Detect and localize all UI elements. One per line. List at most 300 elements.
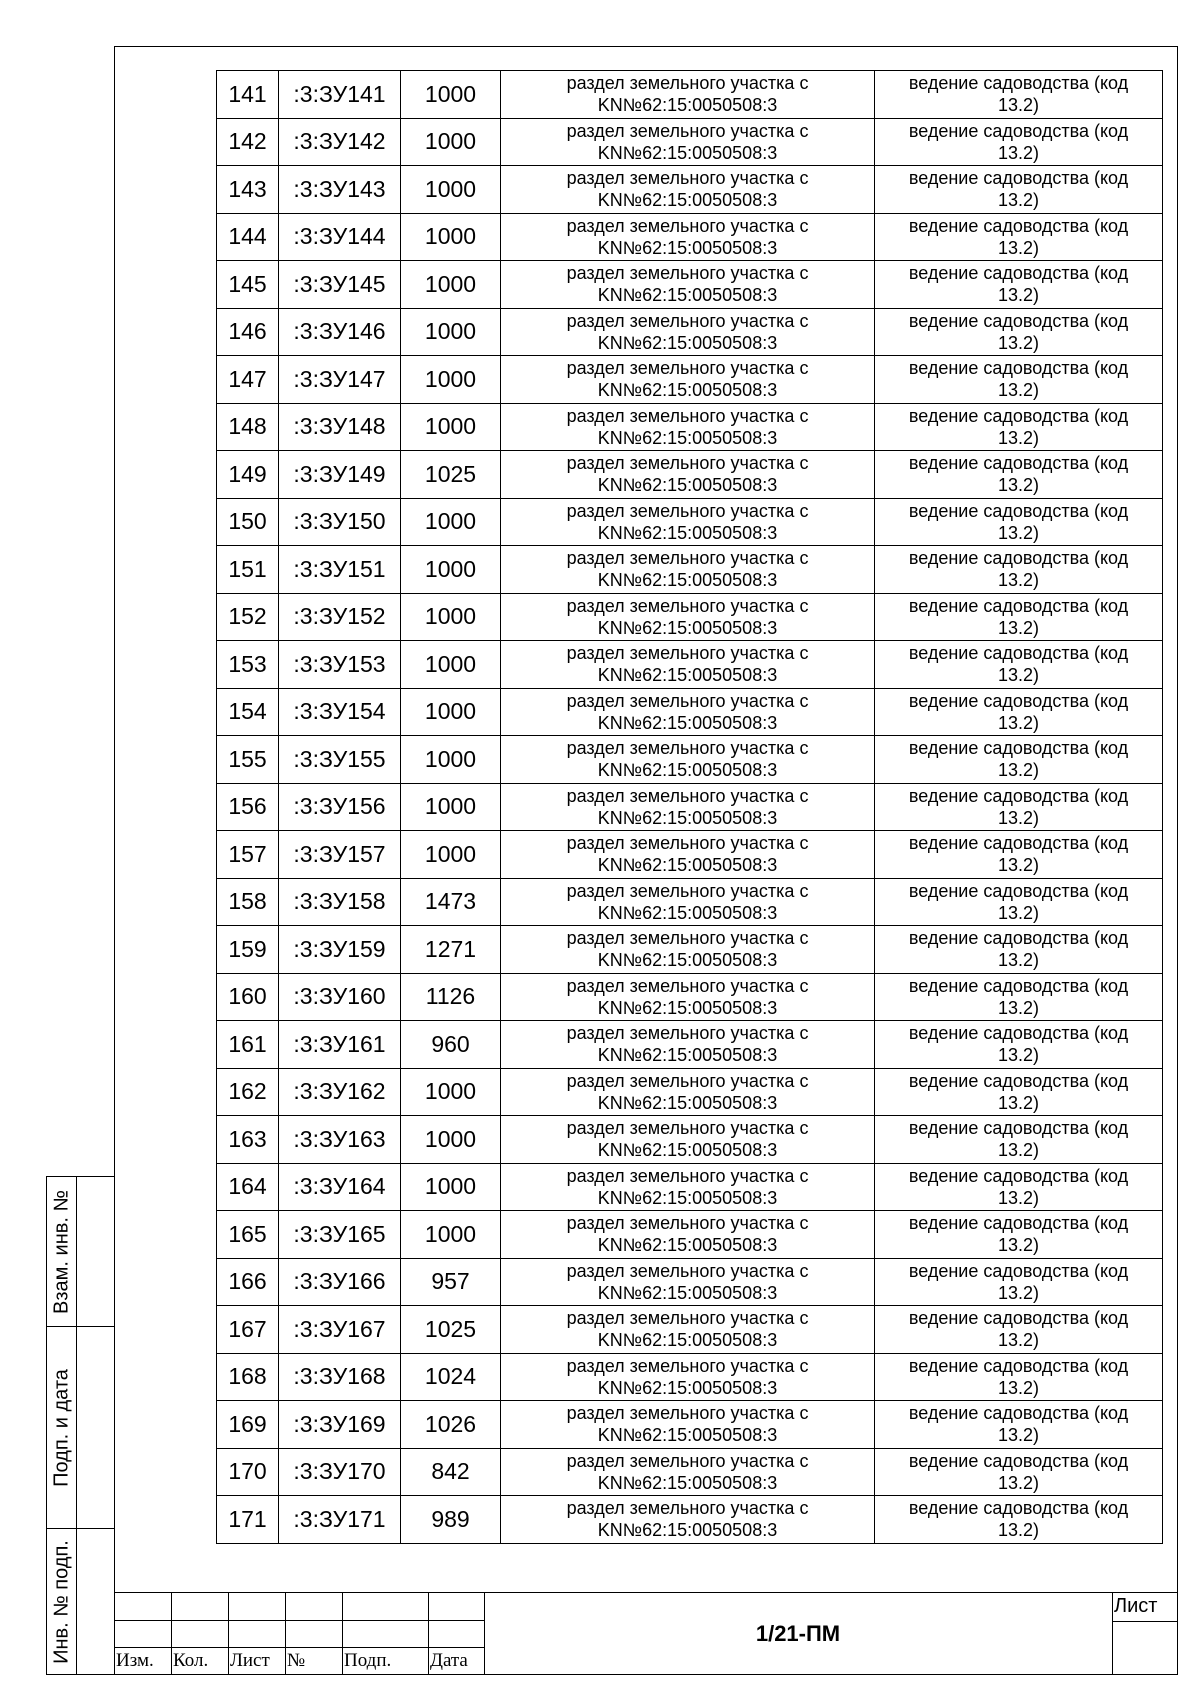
- plot-area: 1026: [401, 1401, 501, 1449]
- plot-description-line: раздел земельного участка с: [566, 1260, 809, 1281]
- plot-area: 1025: [401, 1306, 501, 1354]
- plot-description-line: раздел земельного участка с: [566, 738, 809, 759]
- plot-description-line: раздел земельного участка с: [566, 358, 809, 379]
- table-row: [217, 641, 1163, 689]
- plot-use: [875, 641, 1163, 689]
- plot-use-line: 13.2): [997, 1330, 1040, 1351]
- plot-use: [875, 973, 1163, 1021]
- plot-description-line: KN№62:15:0050508:3: [597, 142, 778, 163]
- plot-description-line: KN№62:15:0050508:3: [597, 1472, 778, 1493]
- plot-description-line: раздел земельного участка с: [566, 1070, 809, 1091]
- side-field-podp: [46, 1327, 114, 1529]
- plot-description-line: KN№62:15:0050508:3: [597, 1377, 778, 1398]
- plot-use: [875, 356, 1163, 404]
- plot-area: 1000: [401, 831, 501, 879]
- plot-use-line: ведение садоводства (код: [908, 1070, 1129, 1091]
- table-row: [217, 166, 1163, 214]
- plot-description-line: раздел земельного участка с: [566, 928, 809, 949]
- plot-description: [501, 1021, 875, 1069]
- plot-description-line: KN№62:15:0050508:3: [597, 332, 778, 353]
- plot-area: 1000: [401, 688, 501, 736]
- plot-use: [875, 1163, 1163, 1211]
- plot-use-line: 13.2): [997, 570, 1040, 591]
- table-row: [217, 71, 1163, 119]
- plot-description-line: KN№62:15:0050508:3: [597, 1235, 778, 1256]
- plot-id: :3:ЗУ171: [279, 1496, 401, 1544]
- plot-use-line: ведение садоводства (код: [908, 1260, 1129, 1281]
- plot-id: :3:ЗУ150: [279, 498, 401, 546]
- plot-description-line: KN№62:15:0050508:3: [597, 1140, 778, 1161]
- plot-area: 1000: [401, 546, 501, 594]
- plot-description-line: KN№62:15:0050508:3: [597, 380, 778, 401]
- plot-id: :3:ЗУ168: [279, 1353, 401, 1401]
- plot-use-line: 13.2): [997, 617, 1040, 638]
- plot-use: [875, 1068, 1163, 1116]
- plot-use-line: ведение садоводства (код: [908, 690, 1129, 711]
- plot-use: [875, 593, 1163, 641]
- table-row: [217, 118, 1163, 166]
- plot-use: [875, 71, 1163, 119]
- row-number: 152: [217, 593, 279, 641]
- table-row: [217, 783, 1163, 831]
- table-row: [217, 736, 1163, 784]
- plot-id: :3:ЗУ167: [279, 1306, 401, 1354]
- table-row: [217, 926, 1163, 974]
- plot-area: 1000: [401, 213, 501, 261]
- row-number: 158: [217, 878, 279, 926]
- plot-use-line: ведение садоводства (код: [908, 1118, 1129, 1139]
- plot-use-line: ведение садоводства (код: [908, 1308, 1129, 1329]
- plot-description-line: раздел земельного участка с: [566, 833, 809, 854]
- plot-use: [875, 736, 1163, 784]
- plot-use-line: ведение садоводства (код: [908, 168, 1129, 189]
- plot-description-line: раздел земельного участка с: [566, 1308, 809, 1329]
- plot-id: :3:ЗУ149: [279, 451, 401, 499]
- plot-area: 1000: [401, 71, 501, 119]
- plot-use: [875, 1353, 1163, 1401]
- plot-use-line: ведение садоводства (код: [908, 785, 1129, 806]
- row-number: 168: [217, 1353, 279, 1401]
- plot-use-line: ведение садоводства (код: [908, 310, 1129, 331]
- plot-use-line: ведение садоводства (код: [908, 595, 1129, 616]
- plot-description-line: KN№62:15:0050508:3: [597, 1092, 778, 1113]
- row-number: 143: [217, 166, 279, 214]
- plot-area: 1000: [401, 1116, 501, 1164]
- plot-description-line: KN№62:15:0050508:3: [597, 285, 778, 306]
- plot-description: [501, 1496, 875, 1544]
- plot-use-line: 13.2): [997, 1425, 1040, 1446]
- plot-use-line: 13.2): [997, 1140, 1040, 1161]
- plot-id: :3:ЗУ164: [279, 1163, 401, 1211]
- plot-area: 1000: [401, 118, 501, 166]
- tb-list: Лист: [230, 1650, 270, 1671]
- plot-description: [501, 451, 875, 499]
- plot-use-line: ведение садоводства (код: [908, 500, 1129, 521]
- plot-description-line: KN№62:15:0050508:3: [597, 902, 778, 923]
- plot-description-line: KN№62:15:0050508:3: [597, 190, 778, 211]
- plot-id: :3:ЗУ169: [279, 1401, 401, 1449]
- title-block: [114, 1592, 1178, 1675]
- plot-description: [501, 166, 875, 214]
- row-number: 146: [217, 308, 279, 356]
- plot-use-line: 13.2): [997, 807, 1040, 828]
- plot-description: [501, 71, 875, 119]
- plot-use: [875, 783, 1163, 831]
- plot-description-line: KN№62:15:0050508:3: [597, 950, 778, 971]
- plot-description-line: KN№62:15:0050508:3: [597, 617, 778, 638]
- plot-use-line: 13.2): [997, 332, 1040, 353]
- plot-area: 1000: [401, 403, 501, 451]
- plot-id: :3:ЗУ163: [279, 1116, 401, 1164]
- plot-description: [501, 878, 875, 926]
- plot-use-line: 13.2): [997, 1377, 1040, 1398]
- plot-use-line: ведение садоводства (код: [908, 1023, 1129, 1044]
- plot-description-line: раздел земельного участка с: [566, 168, 809, 189]
- plot-description-line: раздел земельного участка с: [566, 215, 809, 236]
- plot-description-line: раздел земельного участка с: [566, 975, 809, 996]
- side-label-inv: Инв. № подп.: [50, 1539, 72, 1664]
- row-number: 166: [217, 1258, 279, 1306]
- plot-use: [875, 688, 1163, 736]
- table-row: [217, 1496, 1163, 1544]
- plot-use-line: 13.2): [997, 997, 1040, 1018]
- plot-use-line: ведение садоводства (код: [908, 643, 1129, 664]
- plot-description-line: раздел земельного участка с: [566, 1165, 809, 1186]
- plot-area: 1000: [401, 593, 501, 641]
- plot-area: 1025: [401, 451, 501, 499]
- plot-use-line: ведение садоводства (код: [908, 405, 1129, 426]
- table-row: [217, 1353, 1163, 1401]
- table-row: [217, 878, 1163, 926]
- plot-use-line: 13.2): [997, 1520, 1040, 1541]
- plot-id: :3:ЗУ157: [279, 831, 401, 879]
- plot-use-line: 13.2): [997, 855, 1040, 876]
- plot-description-line: раздел земельного участка с: [566, 548, 809, 569]
- table-row: [217, 498, 1163, 546]
- plot-description: [501, 736, 875, 784]
- plot-area: 1000: [401, 783, 501, 831]
- row-number: 145: [217, 261, 279, 309]
- plot-area: 1000: [401, 1211, 501, 1259]
- plot-description: [501, 831, 875, 879]
- plot-use-line: 13.2): [997, 665, 1040, 686]
- row-number: 171: [217, 1496, 279, 1544]
- plot-use-line: ведение садоводства (код: [908, 358, 1129, 379]
- row-number: 167: [217, 1306, 279, 1354]
- plot-description-line: раздел земельного участка с: [566, 1355, 809, 1376]
- plot-description-line: раздел земельного участка с: [566, 263, 809, 284]
- plot-description-line: раздел земельного участка с: [566, 73, 809, 94]
- plot-use-line: 13.2): [997, 1282, 1040, 1303]
- plot-area: 1000: [401, 308, 501, 356]
- table-row: [217, 1448, 1163, 1496]
- plot-area: 989: [401, 1496, 501, 1544]
- plot-use-line: 13.2): [997, 95, 1040, 116]
- tb-izm: Изм.: [116, 1650, 154, 1671]
- plot-use-line: 13.2): [997, 522, 1040, 543]
- row-number: 155: [217, 736, 279, 784]
- row-number: 144: [217, 213, 279, 261]
- table-row: [217, 831, 1163, 879]
- plot-description: [501, 593, 875, 641]
- plot-description-line: раздел земельного участка с: [566, 880, 809, 901]
- row-number: 149: [217, 451, 279, 499]
- plot-description-line: KN№62:15:0050508:3: [597, 1425, 778, 1446]
- plot-description-line: раздел земельного участка с: [566, 1403, 809, 1424]
- plot-description: [501, 783, 875, 831]
- plot-use-line: 13.2): [997, 1045, 1040, 1066]
- row-number: 170: [217, 1448, 279, 1496]
- table-row: [217, 593, 1163, 641]
- plot-id: :3:ЗУ143: [279, 166, 401, 214]
- plot-description-line: KN№62:15:0050508:3: [597, 665, 778, 686]
- plot-use: [875, 1116, 1163, 1164]
- plot-use-line: 13.2): [997, 427, 1040, 448]
- row-number: 165: [217, 1211, 279, 1259]
- plot-description-line: раздел земельного участка с: [566, 310, 809, 331]
- plot-use-line: ведение садоводства (код: [908, 548, 1129, 569]
- table-row: [217, 1211, 1163, 1259]
- plot-use-line: 13.2): [997, 950, 1040, 971]
- plot-description-line: раздел земельного участка с: [566, 785, 809, 806]
- table-row: [217, 213, 1163, 261]
- plot-use: [875, 1448, 1163, 1496]
- plot-description-line: KN№62:15:0050508:3: [597, 570, 778, 591]
- plot-description-line: KN№62:15:0050508:3: [597, 997, 778, 1018]
- row-number: 151: [217, 546, 279, 594]
- plot-description-line: раздел земельного участка с: [566, 690, 809, 711]
- table-row: [217, 1163, 1163, 1211]
- tb-podp: Подп.: [344, 1650, 392, 1671]
- row-number: 164: [217, 1163, 279, 1211]
- plot-use-line: ведение садоводства (код: [908, 1213, 1129, 1234]
- plot-use: [875, 1211, 1163, 1259]
- plot-use: [875, 166, 1163, 214]
- plot-area: 1000: [401, 736, 501, 784]
- plot-use-line: ведение садоводства (код: [908, 1403, 1129, 1424]
- plot-use: [875, 1258, 1163, 1306]
- plot-description-line: раздел земельного участка с: [566, 643, 809, 664]
- plot-description-line: KN№62:15:0050508:3: [597, 1187, 778, 1208]
- plot-use-line: 13.2): [997, 760, 1040, 781]
- row-number: 157: [217, 831, 279, 879]
- plot-id: :3:ЗУ146: [279, 308, 401, 356]
- plot-description: [501, 973, 875, 1021]
- plot-id: :3:ЗУ162: [279, 1068, 401, 1116]
- plot-description: [501, 1163, 875, 1211]
- plot-use: [875, 118, 1163, 166]
- plot-use: [875, 213, 1163, 261]
- plot-area: 1000: [401, 356, 501, 404]
- plot-description-line: раздел земельного участка с: [566, 1498, 809, 1519]
- plot-description: [501, 546, 875, 594]
- row-number: 162: [217, 1068, 279, 1116]
- plot-use-line: 13.2): [997, 285, 1040, 306]
- plot-use: [875, 1401, 1163, 1449]
- plot-use-line: ведение садоводства (код: [908, 73, 1129, 94]
- plot-area: 1000: [401, 166, 501, 214]
- plot-id: :3:ЗУ155: [279, 736, 401, 784]
- plot-description: [501, 641, 875, 689]
- table-row: [217, 688, 1163, 736]
- plot-use-line: 13.2): [997, 380, 1040, 401]
- plot-description: [501, 1068, 875, 1116]
- side-field-vzam: [46, 1176, 114, 1327]
- plot-description-line: KN№62:15:0050508:3: [597, 855, 778, 876]
- table-row: [217, 1068, 1163, 1116]
- plot-use-line: 13.2): [997, 1187, 1040, 1208]
- plot-description-line: KN№62:15:0050508:3: [597, 1282, 778, 1303]
- plot-description-line: KN№62:15:0050508:3: [597, 712, 778, 733]
- plot-description-line: KN№62:15:0050508:3: [597, 475, 778, 496]
- table-row: [217, 261, 1163, 309]
- plot-description: [501, 308, 875, 356]
- plot-description: [501, 261, 875, 309]
- plot-use-line: ведение садоводства (код: [908, 1450, 1129, 1471]
- plot-description: [501, 1116, 875, 1164]
- plot-use-line: ведение садоводства (код: [908, 928, 1129, 949]
- plot-use: [875, 308, 1163, 356]
- plot-description-line: раздел земельного участка с: [566, 1213, 809, 1234]
- table-row: [217, 403, 1163, 451]
- plot-description-line: раздел земельного участка с: [566, 453, 809, 474]
- row-number: 159: [217, 926, 279, 974]
- plot-area: 957: [401, 1258, 501, 1306]
- plot-description: [501, 213, 875, 261]
- plot-id: :3:ЗУ154: [279, 688, 401, 736]
- row-number: 147: [217, 356, 279, 404]
- plot-id: :3:ЗУ165: [279, 1211, 401, 1259]
- tb-sheet-label: Лист: [1114, 1595, 1158, 1617]
- plot-use: [875, 451, 1163, 499]
- tb-kol: Кол.: [173, 1650, 209, 1671]
- plot-id: :3:ЗУ141: [279, 71, 401, 119]
- land-plots-table: [216, 70, 1163, 1544]
- plot-description: [501, 688, 875, 736]
- plot-use: [875, 878, 1163, 926]
- plot-description-line: раздел земельного участка с: [566, 595, 809, 616]
- plot-use-line: ведение садоводства (код: [908, 833, 1129, 854]
- tb-num: №: [287, 1650, 306, 1671]
- plot-use-line: ведение садоводства (код: [908, 215, 1129, 236]
- plot-use: [875, 1496, 1163, 1544]
- plot-use-line: 13.2): [997, 475, 1040, 496]
- plot-area: 1473: [401, 878, 501, 926]
- plot-use-line: 13.2): [997, 1235, 1040, 1256]
- plot-id: :3:ЗУ145: [279, 261, 401, 309]
- plot-area: 960: [401, 1021, 501, 1069]
- plot-id: :3:ЗУ158: [279, 878, 401, 926]
- plot-description: [501, 1258, 875, 1306]
- plot-use-line: ведение садоводства (код: [908, 120, 1129, 141]
- plot-use-line: ведение садоводства (код: [908, 880, 1129, 901]
- plot-description-line: KN№62:15:0050508:3: [597, 1330, 778, 1351]
- row-number: 154: [217, 688, 279, 736]
- plot-description-line: раздел земельного участка с: [566, 500, 809, 521]
- plot-use-line: ведение садоводства (код: [908, 1498, 1129, 1519]
- plot-description-line: раздел земельного участка с: [566, 120, 809, 141]
- table-row: [217, 1258, 1163, 1306]
- plot-id: :3:ЗУ156: [279, 783, 401, 831]
- row-number: 150: [217, 498, 279, 546]
- plot-use-line: 13.2): [997, 1472, 1040, 1493]
- table-row: [217, 1401, 1163, 1449]
- plot-id: :3:ЗУ161: [279, 1021, 401, 1069]
- plot-description: [501, 1211, 875, 1259]
- table-row: [217, 1116, 1163, 1164]
- plot-description-line: KN№62:15:0050508:3: [597, 237, 778, 258]
- plot-id: :3:ЗУ170: [279, 1448, 401, 1496]
- plot-use-line: ведение садоводства (код: [908, 738, 1129, 759]
- table-row: [217, 546, 1163, 594]
- plot-description: [501, 1448, 875, 1496]
- table-row: [217, 973, 1163, 1021]
- plot-id: :3:ЗУ152: [279, 593, 401, 641]
- plot-description: [501, 926, 875, 974]
- row-number: 141: [217, 71, 279, 119]
- plot-use: [875, 926, 1163, 974]
- row-number: 148: [217, 403, 279, 451]
- plot-use-line: ведение садоводства (код: [908, 1355, 1129, 1376]
- plot-description-line: раздел земельного участка с: [566, 405, 809, 426]
- plot-use-line: 13.2): [997, 142, 1040, 163]
- plot-description-line: KN№62:15:0050508:3: [597, 760, 778, 781]
- plot-use: [875, 498, 1163, 546]
- plot-description: [501, 498, 875, 546]
- row-number: 142: [217, 118, 279, 166]
- plot-use-line: ведение садоводства (код: [908, 1165, 1129, 1186]
- plot-id: :3:ЗУ144: [279, 213, 401, 261]
- side-label-vzam: Взам. инв. №: [50, 1189, 72, 1314]
- row-number: 161: [217, 1021, 279, 1069]
- plot-use: [875, 546, 1163, 594]
- plot-id: :3:ЗУ160: [279, 973, 401, 1021]
- plot-id: :3:ЗУ159: [279, 926, 401, 974]
- plot-area: 1024: [401, 1353, 501, 1401]
- plot-use-line: 13.2): [997, 1092, 1040, 1113]
- plot-description-line: KN№62:15:0050508:3: [597, 1045, 778, 1066]
- row-number: 169: [217, 1401, 279, 1449]
- plot-description: [501, 403, 875, 451]
- plot-area: 842: [401, 1448, 501, 1496]
- plot-description-line: KN№62:15:0050508:3: [597, 427, 778, 448]
- plot-id: :3:ЗУ151: [279, 546, 401, 594]
- table-row: [217, 1306, 1163, 1354]
- tb-data: Дата: [430, 1650, 468, 1671]
- plot-description: [501, 1353, 875, 1401]
- plot-area: 1126: [401, 973, 501, 1021]
- plot-use-line: 13.2): [997, 190, 1040, 211]
- plot-id: :3:ЗУ148: [279, 403, 401, 451]
- plot-area: 1000: [401, 641, 501, 689]
- plot-description-line: KN№62:15:0050508:3: [597, 1520, 778, 1541]
- plot-area: 1000: [401, 498, 501, 546]
- plot-description-line: KN№62:15:0050508:3: [597, 522, 778, 543]
- plot-use: [875, 261, 1163, 309]
- table-row: [217, 451, 1163, 499]
- plot-description: [501, 1306, 875, 1354]
- table-row: [217, 356, 1163, 404]
- plot-area: 1000: [401, 1068, 501, 1116]
- plot-description-line: раздел земельного участка с: [566, 1450, 809, 1471]
- table-row: [217, 1021, 1163, 1069]
- plot-description-line: KN№62:15:0050508:3: [597, 95, 778, 116]
- plot-area: 1000: [401, 1163, 501, 1211]
- side-label-podp: Подп. и дата: [50, 1368, 72, 1487]
- plot-description-line: раздел земельного участка с: [566, 1118, 809, 1139]
- plot-area: 1000: [401, 261, 501, 309]
- row-number: 160: [217, 973, 279, 1021]
